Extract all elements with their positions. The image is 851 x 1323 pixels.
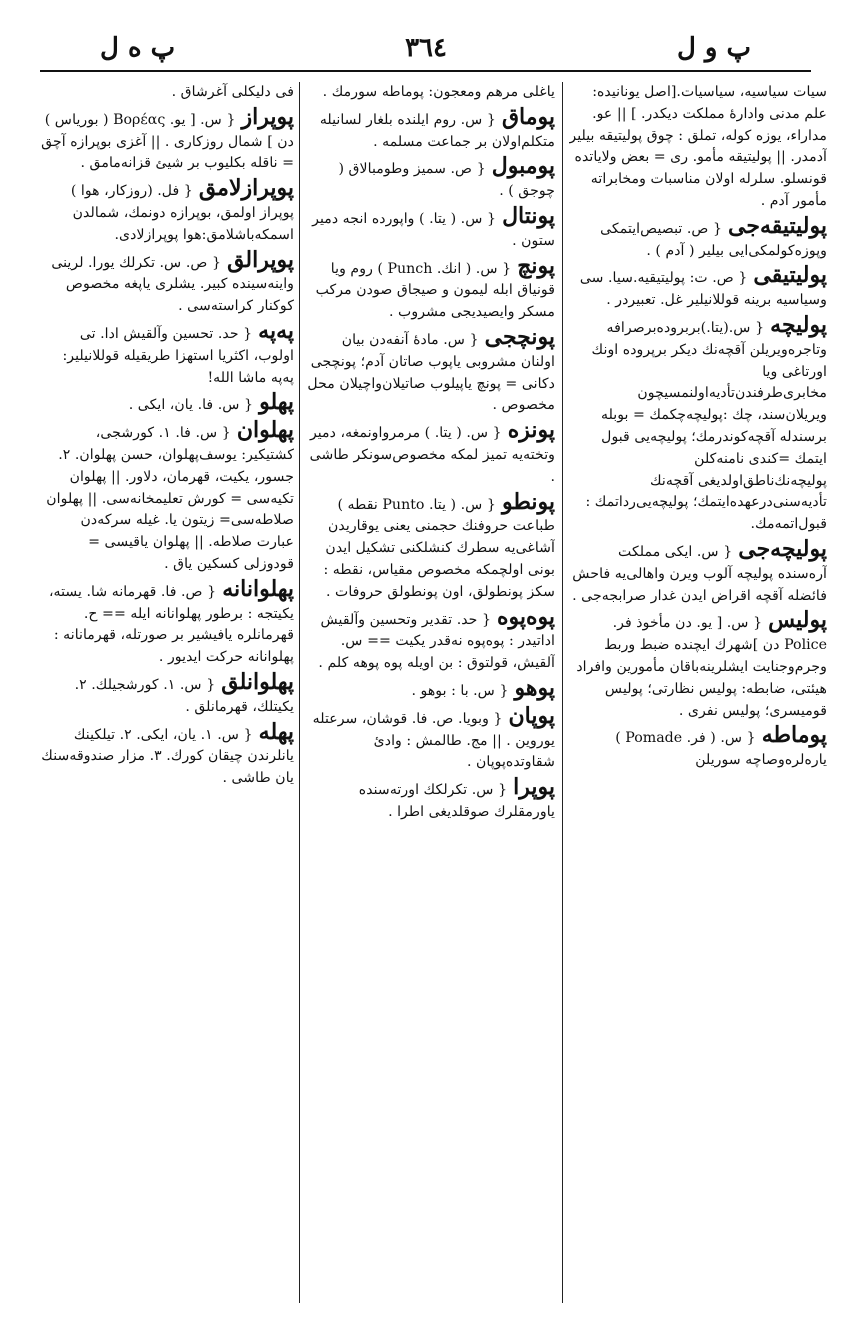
dictionary-entry <box>305 702 555 774</box>
entry-definition: { س. ( یتا. ) مرمر‌واونمغه، دمیر وتخته‌یه تمیز لمكه مخصوص‌سونكر طاشی . <box>309 425 555 485</box>
column-right <box>569 82 827 1303</box>
dictionary-entry <box>569 607 827 722</box>
dictionary-entry <box>40 317 294 389</box>
entry-definition: فی دلیكلی آغرشاق . <box>171 84 294 100</box>
page-header <box>40 28 811 68</box>
entry-definition: { ص. س. تكرلك یورا. لرینی واینه‌سینده كبیر. یشلری یاپغه مخصوص كوكنار كراسته‌سی . <box>51 254 294 315</box>
dictionary-entry <box>569 722 827 772</box>
entry-headword: پوپرالق <box>227 246 294 273</box>
entry-definition: { س. ١. كورشجیلك. ٢. یكیتلك، قهرمانلق . <box>74 676 294 715</box>
entry-headword: پولیچه <box>770 311 827 338</box>
entry-definition: { س. فا. یان، ایكی . <box>128 397 254 414</box>
entry-definition: { س. [ یو. Βορέας ( بوریاس ) دن ] شمال روزكاری . || آغزی بوپرازه آچق = ناقله بكلیوب بر شیئ قزانه‌مامق . <box>41 111 294 172</box>
dictionary-entry <box>569 82 827 213</box>
entry-headword: پوماق <box>501 103 555 130</box>
column-divider <box>299 82 300 1303</box>
header-left-word: پ ه ل <box>100 33 176 63</box>
dictionary-entry <box>40 668 294 719</box>
dictionary-entry <box>569 311 827 536</box>
dictionary-entry <box>305 153 555 203</box>
entry-definition: { فل. (روزكار، هوا ) پوپراز اولمق، بوپرازه دونمك، شمالدن اسمكه‌باشلامق:هوا پوپرازلادی. <box>70 183 294 243</box>
dictionary-entry <box>305 488 555 604</box>
entry-definition: { وبویا. ص. فا. قوشان، سرعتله یوروین . || مج. طالمش : وادئ شقاوتده‌پوپان . <box>312 710 555 771</box>
entry-headword: پوپراز <box>241 103 294 130</box>
dictionary-entry <box>569 262 827 312</box>
header-right-word: پ و ل <box>676 33 751 63</box>
entry-headword: پونطو <box>501 488 555 515</box>
entry-headword: پوهو <box>514 674 555 701</box>
entry-headword: پونچ <box>517 252 555 279</box>
entry-headword: په‌په <box>258 317 294 344</box>
entry-definition: { س. ( انك. Punch ) روم ویا قونیاق ابله لیمون و صیجاق صودن مركب مسكر وایصیدیجی مشروب . <box>315 260 555 321</box>
entry-headword: پهلوان <box>236 417 294 444</box>
entry-headword: پونزه <box>507 417 555 444</box>
entry-definition: { ص. ت: پولیتیقیه.سیا. سی وسیاسیه برینه قوللانیلیر غل. تعبیردر . <box>579 270 827 309</box>
entry-headword: پهلو <box>259 389 294 416</box>
dictionary-entry <box>40 103 294 175</box>
dictionary-entry <box>40 175 294 246</box>
column-middle <box>305 82 555 1303</box>
dictionary-entry <box>305 417 555 488</box>
entry-headword: پومبول <box>491 153 555 180</box>
column-left <box>40 82 294 1303</box>
header-rule <box>40 70 811 72</box>
entry-headword: پوه‌پوه <box>496 603 555 630</box>
dictionary-entry <box>569 535 827 607</box>
entry-definition: { س. با : بوهو . <box>411 682 509 699</box>
entry-definition: { س. ١. یان، ایكی. ٢. تیلكینك یانلرندن چیقان كورك. ٣. مزار صندوقه‌سنك یان طاشی . <box>41 726 294 787</box>
entry-headword: پوپرازلامق <box>198 175 294 202</box>
dictionary-entry <box>305 603 555 675</box>
dictionary-entry <box>305 202 555 253</box>
dictionary-entry <box>305 252 555 324</box>
entry-definition: { ص. فا. قهرمانه شا. یسته، یكیتجه : برطور پهلوانانه ایله == ح. قهرمانلره یافیشیر بر صورتله، قهرمانانه : پهلوانانه حركت ایدیور . <box>48 583 294 666</box>
entry-headword: پونتال <box>502 202 555 229</box>
entry-headword: پهلوانانه <box>222 575 294 602</box>
entry-definition: { س. [ یو. دن مأخوذ فر. Police دن ]شهرك ایچنده ضبط وربط وجرم‌وجنایت ایشلرینه‌باقان مأمورین وافراد هیئتی، ضابطه: پولیس نظارتی؛ پولیس قومیسری؛ پولیس نفری . <box>576 615 827 719</box>
entry-definition: { س.(یتا.)بربروده‌برصرافه وتاجره‌ویریلن آقچه‌نك دیكر برپروده اونك اورتاغی ویا مخابری‌طرفندن‌تأدیه‌اولنمسیچون ویریلان‌سند، چك :پولیچه‌چكمك = بوبله برسندله آقچه‌كوندرمك؛ پولیچه‌یی قبول ایتمك =كندی نامنه‌كلن پولیچه‌نك‌ناطق‌اولدیغی آقچه‌نك تأدیه‌سنی‌درعهده‌ایتمك؛ پولیچه‌یی‌رداتمك : قبول‌اتمه‌مك. <box>585 319 827 533</box>
entry-headword: پوپان <box>508 702 555 729</box>
entry-headword: پولیتیقه‌جی <box>728 212 827 239</box>
dictionary-entry <box>569 212 827 263</box>
dictionary-entry <box>305 323 555 417</box>
dictionary-entry <box>40 575 294 669</box>
dictionary-entry <box>40 246 294 318</box>
dictionary-entry <box>40 82 294 104</box>
entry-headword: پولیس <box>768 607 827 634</box>
entry-definition: { س. ایكی مملكت آره‌سنده پولیچه آلوب ویرن واهالی‌یه فاحش فائضله آقچه اقراض ایدن غدار صرابجه‌جی . <box>572 543 827 604</box>
dictionary-entry <box>305 774 555 824</box>
entry-definition: { س. ( یتا. ) واپورده انجه دمیر ستون . <box>312 210 555 249</box>
dictionary-entry <box>40 718 294 790</box>
entry-headword: پوپرا <box>513 774 555 801</box>
entry-headword: پهله <box>258 718 294 745</box>
entry-headword: پولیتیقی <box>753 262 827 289</box>
entry-definition: { حد. تحسین وآلقیش ادا. تی اولوب، اكثریا استهزا طریقیله قوللانیلیر: په‌په ماشا الله! <box>62 325 294 386</box>
dictionary-entry <box>305 103 555 154</box>
entry-definition: { س. ( یتا. Punto نقطه ) طباعت حروفنك حجمنی یعنی یوقاریدن آشاغی‌یه سطرك كنشلكنی تشكیل ایدن بونی اولچمكه مخصوص مقیاس، نقطه : سكز پونطولق، اون پونطولق حروفات . <box>323 496 555 600</box>
dictionary-entry <box>305 82 555 104</box>
entry-definition: { س. تكرلكك اورته‌سنده یاورمقلرك صوقلدیغی اطرا . <box>358 782 555 820</box>
entry-definition: { س. مادۀ آنفه‌دن بیان اولنان مشروبی یاپوب صاتان آدم؛ پونچجی دكانی = پونچ یاپیلوب صاتیلان‌واچیلان محل مخصوص . <box>307 331 555 414</box>
entry-headword: پولیچه‌جی <box>738 535 827 562</box>
entry-headword: پهلوانلق <box>221 668 294 695</box>
entry-headword: پونچجی <box>484 323 555 350</box>
entry-definition: { س. فا. ١. كورشجی، كشتیكیر: یوسف‌پهلوان، حسن پهلوان. ٢. جسور، یكیت، قهرمان، دلاور. || پهلوان تكیه‌سی = كورش تعلیمخانه‌سی. || پهلوان صلاطه‌سی= زیتون یا. غیله سركه‌دن عبارت صلاطه. || پهلوان یاقیسی = قودوزلی كسكین یاق . <box>46 425 294 572</box>
dictionary-entry <box>40 389 294 417</box>
entry-definition: { س. ( فر. Pomade ) یاره‌لره‌وصاچه سوریلن <box>615 730 827 769</box>
entry-definition: سیات سیاسیه، سیاسیات.[اصل یونانیده: علم مدنی وادارۀ مملکت دیکدر. ] || عو. مداراء، یوزه کوله، تملق : چوق پولیتیقه بیلیر آدمدر. || پولیتیقه مأمو. ری = بعض ولایاتده قونسلو. سلرله اولان مناسبات ومخابراته مأمور آدم . <box>569 84 827 209</box>
dictionary-entry <box>305 674 555 703</box>
entry-definition: { ص. تبصیص‌ایتمکی وپوزه‌کولمکی‌ایی بیلیر ( آدم ) . <box>600 220 827 259</box>
entry-definition: { حد. تقدیر وتحسین وآلقیش اداتیدر : پوه‌پوه نه‌قدر یكیت == س. آلقیش، قولتوق : بن اویله پوه پوهه كلم . <box>318 611 555 672</box>
entry-definition: { ص. سمیز وطومبالاق ( چوجق ) . <box>338 161 555 200</box>
column-divider <box>562 82 563 1303</box>
entry-definition: یاغلی مرهم ومعجون: پوماطه سورمك . <box>322 84 555 100</box>
entry-headword: پوماطه <box>761 722 827 749</box>
dictionary-entry <box>40 417 294 576</box>
entry-definition: { س. روم ایلنده بلغار لسانیله متكلم‌اولان بر جماعت مسلمه . <box>319 111 555 150</box>
page-number: ٣٦٤ <box>405 33 447 63</box>
